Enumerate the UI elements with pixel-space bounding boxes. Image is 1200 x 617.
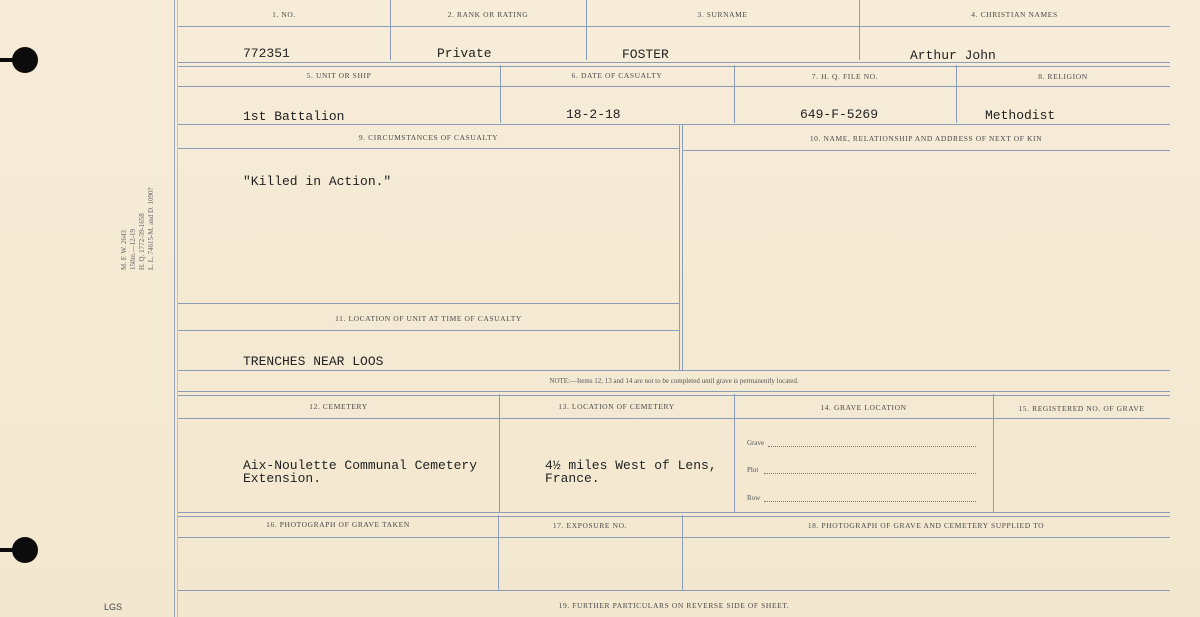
punch-hole-top [12,47,38,73]
printer-line-3: H. Q. 1772-39-1658 [138,213,146,270]
lgs-mark: LGS [104,602,123,612]
rule [178,330,679,331]
printer-imprint [120,187,156,270]
rule [586,0,587,60]
header-next-of-kin: 10. NAME, RELATIONSHIP AND ADDRESS OF NEXT OF KIN [809,134,1043,143]
value-location-of-cemetery-line1: 4½ miles West of Lens, [545,458,717,473]
header-cemetery: 12. CEMETERY [309,402,368,411]
rule [764,501,976,502]
value-unit: 1st Battalion [243,109,345,124]
header-religion: 8. RELIGION [1038,72,1088,81]
header-further-particulars: 19. FURTHER PARTICULARS ON REVERSE SIDE OF SHEET. [558,601,790,610]
value-no: 772351 [243,46,290,61]
header-photo-taken: 16. PHOTOGRAPH OF GRAVE TAKEN [266,520,410,529]
note: NOTE:—Items 12, 13 and 14 are not to be completed until grave is permanently located. [549,377,799,385]
rule [178,590,1170,591]
printer-line-4: L. L. 74615-M. and D. 1090? [147,187,155,270]
header-grave-location: 14. GRAVE LOCATION [820,403,907,412]
value-location-of-unit: TRENCHES NEAR LOOS [243,354,384,369]
header-no: 1. NO. [272,10,296,19]
label-plot: Plot [747,466,759,474]
printer-line-2: 150m.—12-19 [129,228,137,270]
rule [178,537,1170,538]
rule [682,124,683,370]
rule [499,394,500,512]
header-date: 6. DATE OF CASUALTY [571,71,663,80]
rule [178,26,1170,27]
value-circumstances: "Killed in Action." [243,174,392,189]
header-photo-supplied: 18. PHOTOGRAPH OF GRAVE AND CEMETERY SUPPLIED TO [807,521,1045,530]
rule [178,418,1170,419]
header-unit: 5. UNIT OR SHIP [306,71,372,80]
value-date: 18-2-18 [566,107,621,122]
margin-rule [174,0,175,617]
punch-hole-bottom [12,537,38,563]
header-rank: 2. RANK OR RATING [447,10,529,19]
rule [178,62,1170,67]
rule [178,391,1170,396]
value-surname: FOSTER [622,47,669,62]
value-cemetery-line2: Extension. [243,471,322,486]
header-exposure-no: 17. EXPOSURE NO. [552,521,628,530]
rule [390,0,391,60]
value-rank: Private [437,46,492,61]
value-cemetery-line1: Aix-Noulette Communal Cemetery [243,458,478,473]
rule [679,124,680,370]
rule [178,303,679,304]
value-christian-names: Arthur John [910,48,996,63]
rule [682,150,1170,151]
label-row: Row [747,494,761,502]
header-surname: 3. SURNAME [697,10,748,19]
rule [178,86,1170,87]
rule [178,124,1170,125]
header-registered-no: 15. REGISTERED NO. OF GRAVE [1018,404,1145,413]
value-religion: Methodist [985,108,1056,123]
rule [178,370,1170,371]
rule [178,148,679,149]
printer-line-1: M. F. W. 2643 [120,230,128,270]
header-circumstances: 9. CIRCUMSTANCES OF CASUALTY [358,133,499,142]
value-location-of-cemetery-line2: France. [545,471,600,486]
header-location-of-unit: 11. LOCATION OF UNIT AT TIME OF CASUALTY [335,314,522,323]
rule [178,512,1170,517]
label-grave: Grave [747,439,765,447]
header-location-of-cemetery: 13. LOCATION OF CEMETERY [558,402,675,411]
header-christian-names: 4. CHRISTIAN NAMES [971,10,1058,19]
rule [764,473,976,474]
rule [768,446,976,447]
value-file-no: 649-F-5269 [800,107,879,122]
rule [859,0,860,60]
header-file-no: 7. H. Q. FILE NO. [811,72,879,81]
